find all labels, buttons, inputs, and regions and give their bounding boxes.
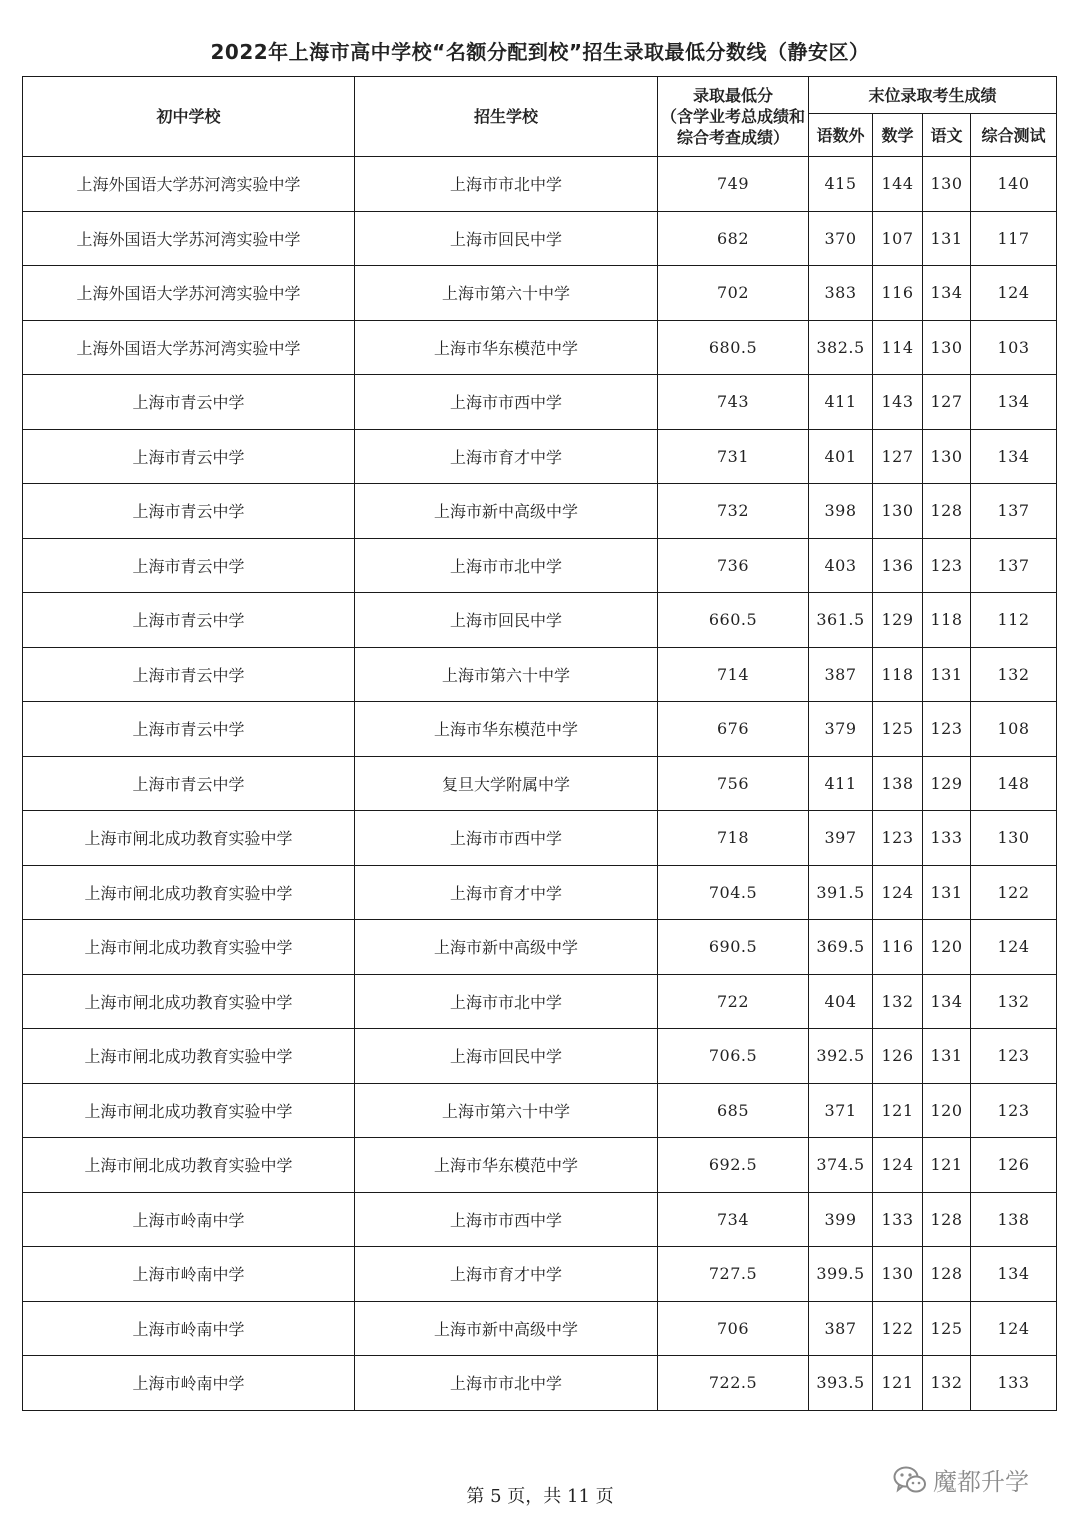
cell-comprehensive-score: 124 <box>971 1301 1057 1356</box>
cell-yuw-score: 415 <box>809 157 873 212</box>
table-row <box>23 647 1057 702</box>
cell-admitting-school: 复旦大学附属中学 <box>355 756 658 811</box>
cell-comprehensive-score: 124 <box>971 266 1057 321</box>
cell-comprehensive-score: 108 <box>971 702 1057 757</box>
cell-math-score: 136 <box>873 538 923 593</box>
cell-middle-school: 上海市岭南中学 <box>23 1301 355 1356</box>
cell-comprehensive-score: 140 <box>971 157 1057 212</box>
cell-middle-school: 上海外国语大学苏河湾实验中学 <box>23 211 355 266</box>
cell-middle-school: 上海市岭南中学 <box>23 1247 355 1302</box>
table-row <box>23 429 1057 484</box>
cell-math-score: 118 <box>873 647 923 702</box>
cell-math-score: 116 <box>873 266 923 321</box>
cell-admitting-school: 上海市育才中学 <box>355 429 658 484</box>
cell-math-score: 116 <box>873 920 923 975</box>
cell-comprehensive-score: 134 <box>971 1247 1057 1302</box>
cell-admitting-school: 上海市华东模范中学 <box>355 320 658 375</box>
cell-chinese-score: 131 <box>923 1029 971 1084</box>
cell-math-score: 124 <box>873 1138 923 1193</box>
cell-chinese-score: 120 <box>923 1083 971 1138</box>
cell-middle-school: 上海市闸北成功教育实验中学 <box>23 974 355 1029</box>
cell-comprehensive-score: 137 <box>971 538 1057 593</box>
cell-math-score: 127 <box>873 429 923 484</box>
cell-math-score: 132 <box>873 974 923 1029</box>
cell-chinese-score: 121 <box>923 1138 971 1193</box>
cell-chinese-score: 120 <box>923 920 971 975</box>
table-row <box>23 375 1057 430</box>
header-admitting-school: 招生学校 <box>355 77 658 157</box>
table-row <box>23 702 1057 757</box>
cell-admitting-school: 上海市新中高级中学 <box>355 920 658 975</box>
cell-chinese-score: 125 <box>923 1301 971 1356</box>
table-row <box>23 211 1057 266</box>
cell-comprehensive-score: 117 <box>971 211 1057 266</box>
cell-chinese-score: 130 <box>923 429 971 484</box>
header-sub-chinese: 语文 <box>923 114 971 157</box>
cell-admitting-school: 上海市华东模范中学 <box>355 702 658 757</box>
cell-admitting-school: 上海市育才中学 <box>355 865 658 920</box>
cell-comprehensive-score: 132 <box>971 974 1057 1029</box>
cell-min-score: 749 <box>658 157 809 212</box>
cell-chinese-score: 128 <box>923 1247 971 1302</box>
cell-yuw-score: 387 <box>809 1301 873 1356</box>
table-row <box>23 1247 1057 1302</box>
cell-min-score: 685 <box>658 1083 809 1138</box>
cell-min-score: 734 <box>658 1192 809 1247</box>
cell-admitting-school: 上海市回民中学 <box>355 1029 658 1084</box>
header-last-admitted-group: 末位录取考生成绩 <box>809 77 1057 114</box>
cell-yuw-score: 361.5 <box>809 593 873 648</box>
cell-math-score: 143 <box>873 375 923 430</box>
table-row <box>23 266 1057 321</box>
cell-yuw-score: 392.5 <box>809 1029 873 1084</box>
cell-middle-school: 上海外国语大学苏河湾实验中学 <box>23 157 355 212</box>
cell-middle-school: 上海市青云中学 <box>23 538 355 593</box>
cell-middle-school: 上海市闸北成功教育实验中学 <box>23 865 355 920</box>
cell-yuw-score: 374.5 <box>809 1138 873 1193</box>
table-header-row <box>23 77 1057 114</box>
cell-admitting-school: 上海市第六十中学 <box>355 647 658 702</box>
cell-admitting-school: 上海市市北中学 <box>355 538 658 593</box>
header-sub-comprehensive: 综合测试 <box>971 114 1057 157</box>
cell-chinese-score: 133 <box>923 811 971 866</box>
cell-middle-school: 上海市青云中学 <box>23 484 355 539</box>
table-row <box>23 1029 1057 1084</box>
cell-admitting-school: 上海市市北中学 <box>355 974 658 1029</box>
header-middle-school: 初中学校 <box>23 77 355 157</box>
cell-chinese-score: 118 <box>923 593 971 648</box>
cell-comprehensive-score: 134 <box>971 429 1057 484</box>
cell-math-score: 126 <box>873 1029 923 1084</box>
cell-middle-school: 上海市闸北成功教育实验中学 <box>23 811 355 866</box>
cell-yuw-score: 393.5 <box>809 1356 873 1411</box>
wechat-icon <box>893 1465 927 1495</box>
cell-chinese-score: 131 <box>923 865 971 920</box>
admission-score-table <box>22 76 1057 1411</box>
cell-math-score: 123 <box>873 811 923 866</box>
cell-admitting-school: 上海市育才中学 <box>355 1247 658 1302</box>
watermark-text: 魔都升学 <box>933 1468 1029 1496</box>
cell-middle-school: 上海外国语大学苏河湾实验中学 <box>23 320 355 375</box>
header-sub-yuw: 语数外 <box>809 114 873 157</box>
cell-min-score: 732 <box>658 484 809 539</box>
table-row <box>23 484 1057 539</box>
cell-middle-school: 上海市青云中学 <box>23 375 355 430</box>
cell-comprehensive-score: 148 <box>971 756 1057 811</box>
cell-yuw-score: 403 <box>809 538 873 593</box>
cell-math-score: 124 <box>873 865 923 920</box>
cell-min-score: 727.5 <box>658 1247 809 1302</box>
cell-admitting-school: 上海市回民中学 <box>355 211 658 266</box>
cell-chinese-score: 132 <box>923 1356 971 1411</box>
cell-comprehensive-score: 138 <box>971 1192 1057 1247</box>
cell-min-score: 690.5 <box>658 920 809 975</box>
cell-math-score: 138 <box>873 756 923 811</box>
cell-admitting-school: 上海市新中高级中学 <box>355 1301 658 1356</box>
cell-yuw-score: 383 <box>809 266 873 321</box>
cell-yuw-score: 411 <box>809 756 873 811</box>
cell-math-score: 121 <box>873 1083 923 1138</box>
cell-yuw-score: 382.5 <box>809 320 873 375</box>
cell-math-score: 133 <box>873 1192 923 1247</box>
cell-admitting-school: 上海市市北中学 <box>355 1356 658 1411</box>
cell-math-score: 121 <box>873 1356 923 1411</box>
watermark <box>893 1462 1029 1497</box>
cell-admitting-school: 上海市第六十中学 <box>355 266 658 321</box>
cell-middle-school: 上海市青云中学 <box>23 647 355 702</box>
table-row <box>23 1301 1057 1356</box>
cell-yuw-score: 369.5 <box>809 920 873 975</box>
cell-chinese-score: 123 <box>923 538 971 593</box>
cell-comprehensive-score: 137 <box>971 484 1057 539</box>
cell-chinese-score: 131 <box>923 211 971 266</box>
cell-yuw-score: 371 <box>809 1083 873 1138</box>
page-title: 2022年上海市高中学校“名额分配到校”招生录取最低分数线（静安区） <box>210 40 870 64</box>
cell-middle-school: 上海市岭南中学 <box>23 1192 355 1247</box>
cell-chinese-score: 128 <box>923 484 971 539</box>
cell-yuw-score: 398 <box>809 484 873 539</box>
cell-chinese-score: 129 <box>923 756 971 811</box>
cell-middle-school: 上海市青云中学 <box>23 756 355 811</box>
cell-comprehensive-score: 122 <box>971 865 1057 920</box>
cell-admitting-school: 上海市市西中学 <box>355 811 658 866</box>
cell-min-score: 702 <box>658 266 809 321</box>
cell-min-score: 682 <box>658 211 809 266</box>
cell-comprehensive-score: 130 <box>971 811 1057 866</box>
cell-comprehensive-score: 134 <box>971 375 1057 430</box>
cell-min-score: 743 <box>658 375 809 430</box>
cell-middle-school: 上海市青云中学 <box>23 429 355 484</box>
table-row <box>23 756 1057 811</box>
page-number: 第 5 页，共 11 页 <box>466 1486 614 1507</box>
header-min-score-note: （含学业考总成绩和综合考查成绩） <box>660 107 805 147</box>
cell-admitting-school: 上海市华东模范中学 <box>355 1138 658 1193</box>
cell-min-score: 676 <box>658 702 809 757</box>
cell-admitting-school: 上海市新中高级中学 <box>355 484 658 539</box>
cell-min-score: 706 <box>658 1301 809 1356</box>
cell-math-score: 122 <box>873 1301 923 1356</box>
cell-middle-school: 上海市闸北成功教育实验中学 <box>23 920 355 975</box>
cell-min-score: 718 <box>658 811 809 866</box>
cell-comprehensive-score: 133 <box>971 1356 1057 1411</box>
cell-yuw-score: 401 <box>809 429 873 484</box>
cell-chinese-score: 130 <box>923 157 971 212</box>
cell-admitting-school: 上海市市北中学 <box>355 157 658 212</box>
cell-min-score: 756 <box>658 756 809 811</box>
cell-math-score: 129 <box>873 593 923 648</box>
cell-admitting-school: 上海市市西中学 <box>355 375 658 430</box>
header-min-score <box>658 77 809 157</box>
table-row <box>23 865 1057 920</box>
table-row <box>23 1356 1057 1411</box>
cell-chinese-score: 130 <box>923 320 971 375</box>
cell-min-score: 722.5 <box>658 1356 809 1411</box>
cell-chinese-score: 128 <box>923 1192 971 1247</box>
cell-comprehensive-score: 124 <box>971 920 1057 975</box>
cell-admitting-school: 上海市第六十中学 <box>355 1083 658 1138</box>
cell-middle-school: 上海外国语大学苏河湾实验中学 <box>23 266 355 321</box>
table-row <box>23 1192 1057 1247</box>
cell-middle-school: 上海市岭南中学 <box>23 1356 355 1411</box>
cell-min-score: 731 <box>658 429 809 484</box>
header-sub-math: 数学 <box>873 114 923 157</box>
cell-middle-school: 上海市闸北成功教育实验中学 <box>23 1029 355 1084</box>
cell-math-score: 125 <box>873 702 923 757</box>
cell-middle-school: 上海市青云中学 <box>23 702 355 757</box>
cell-yuw-score: 391.5 <box>809 865 873 920</box>
cell-yuw-score: 411 <box>809 375 873 430</box>
table-row <box>23 974 1057 1029</box>
header-min-score-label: 录取最低分 <box>692 86 773 105</box>
cell-min-score: 714 <box>658 647 809 702</box>
cell-yuw-score: 387 <box>809 647 873 702</box>
cell-yuw-score: 399 <box>809 1192 873 1247</box>
cell-chinese-score: 123 <box>923 702 971 757</box>
cell-comprehensive-score: 112 <box>971 593 1057 648</box>
table-row <box>23 157 1057 212</box>
table-row <box>23 1138 1057 1193</box>
cell-chinese-score: 131 <box>923 647 971 702</box>
cell-yuw-score: 370 <box>809 211 873 266</box>
cell-min-score: 704.5 <box>658 865 809 920</box>
cell-min-score: 660.5 <box>658 593 809 648</box>
cell-comprehensive-score: 123 <box>971 1083 1057 1138</box>
cell-middle-school: 上海市闸北成功教育实验中学 <box>23 1138 355 1193</box>
cell-min-score: 736 <box>658 538 809 593</box>
cell-math-score: 107 <box>873 211 923 266</box>
cell-min-score: 722 <box>658 974 809 1029</box>
cell-min-score: 680.5 <box>658 320 809 375</box>
cell-comprehensive-score: 123 <box>971 1029 1057 1084</box>
table-row <box>23 811 1057 866</box>
table-row <box>23 538 1057 593</box>
cell-admitting-school: 上海市回民中学 <box>355 593 658 648</box>
cell-chinese-score: 134 <box>923 974 971 1029</box>
table-row <box>23 593 1057 648</box>
cell-math-score: 144 <box>873 157 923 212</box>
table-row <box>23 1083 1057 1138</box>
cell-yuw-score: 397 <box>809 811 873 866</box>
cell-yuw-score: 404 <box>809 974 873 1029</box>
cell-min-score: 692.5 <box>658 1138 809 1193</box>
cell-chinese-score: 127 <box>923 375 971 430</box>
cell-math-score: 130 <box>873 484 923 539</box>
table-row <box>23 320 1057 375</box>
cell-min-score: 706.5 <box>658 1029 809 1084</box>
cell-chinese-score: 134 <box>923 266 971 321</box>
cell-admitting-school: 上海市市西中学 <box>355 1192 658 1247</box>
cell-comprehensive-score: 103 <box>971 320 1057 375</box>
cell-yuw-score: 379 <box>809 702 873 757</box>
cell-comprehensive-score: 126 <box>971 1138 1057 1193</box>
cell-comprehensive-score: 132 <box>971 647 1057 702</box>
cell-math-score: 130 <box>873 1247 923 1302</box>
table-body <box>23 157 1057 1411</box>
cell-middle-school: 上海市青云中学 <box>23 593 355 648</box>
table-row <box>23 920 1057 975</box>
cell-middle-school: 上海市闸北成功教育实验中学 <box>23 1083 355 1138</box>
cell-yuw-score: 399.5 <box>809 1247 873 1302</box>
cell-math-score: 114 <box>873 320 923 375</box>
